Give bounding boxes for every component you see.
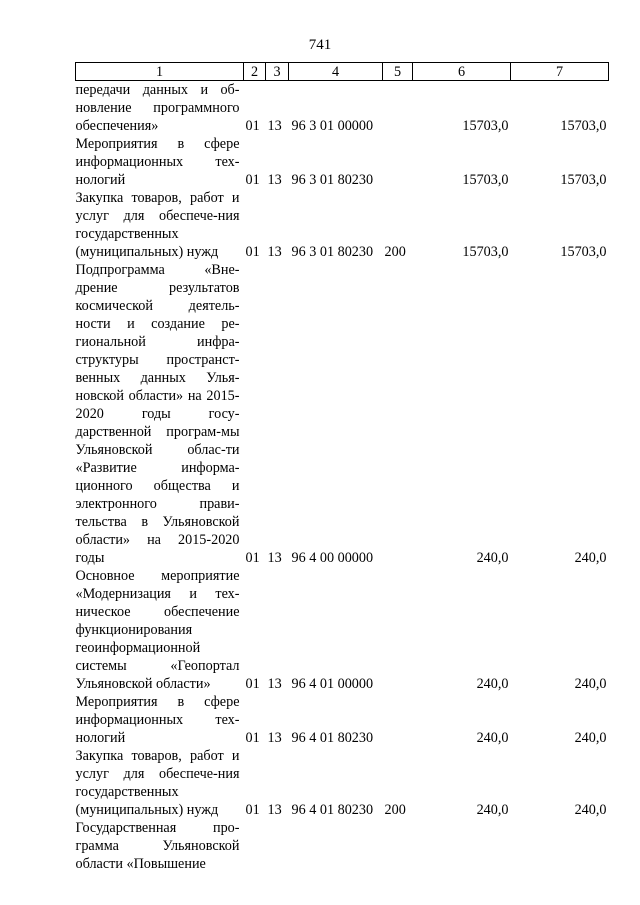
row-csr: 96 4 01 80230: [291, 730, 374, 746]
table-header: [76, 63, 609, 81]
row-name: Подпрограмма «Вне-дрение результатов космической деятель-ности и создание ре-гиональной инфра-структуры пространст-венных данных Улья-новской области» на 2015-2020 годы госу-дарственной програм-мы Ульяновской облас-ти «Развитие информа-ционного общества и электронного прави-тельства в Ульяновской области» на 2015-2020 годы: [75, 262, 240, 566]
row-vr: [383, 135, 413, 189]
row-rz: 01: [245, 550, 260, 566]
row-value-2: 15703,0: [560, 172, 607, 188]
row-value-1: [413, 819, 511, 873]
page-number: 741: [308, 37, 332, 53]
row-pr: 13: [267, 118, 282, 134]
budget-table: [75, 62, 609, 873]
row-csr: 96 3 01 80230: [291, 244, 374, 260]
row-value-1: 240,0: [476, 730, 509, 746]
row-pr: 13: [267, 172, 282, 188]
row-csr: [289, 819, 383, 873]
header-row: [76, 63, 609, 81]
table-row: [76, 189, 609, 261]
row-csr: 96 3 01 80230: [291, 172, 374, 188]
row-value-1: 15703,0: [462, 244, 509, 260]
header-col-6: 6: [413, 63, 511, 81]
row-rz: 01: [245, 676, 260, 692]
row-name: Государственная про-грамма Ульяновской области «Повышение: [75, 820, 240, 872]
row-value-2: 240,0: [574, 550, 607, 566]
row-value-2: 15703,0: [560, 244, 607, 260]
header-col-5: 5: [383, 63, 413, 81]
table-row: [76, 81, 609, 136]
row-vr: 200: [384, 802, 406, 818]
table-row: [76, 693, 609, 747]
row-name: Мероприятия в сфере информационных тех-нологий: [75, 694, 240, 746]
row-pr: 13: [267, 550, 282, 566]
row-vr: [383, 819, 413, 873]
table-row: [76, 819, 609, 873]
header-col-4: 4: [289, 63, 383, 81]
header-col-1: 1: [76, 63, 244, 81]
row-pr: 13: [267, 730, 282, 746]
row-rz: 01: [245, 118, 260, 134]
row-rz: 01: [245, 244, 260, 260]
row-vr: [383, 567, 413, 693]
row-pr: [266, 819, 289, 873]
row-csr: 96 4 01 80230: [291, 802, 374, 818]
row-csr: 96 3 01 00000: [291, 118, 374, 134]
table-row: [76, 567, 609, 693]
row-csr: 96 4 00 00000: [291, 550, 374, 566]
row-name: Закупка товаров, работ и услуг для обеспече-ния государственных (муниципальных) нужд: [75, 190, 240, 260]
row-value-2: [511, 819, 609, 873]
row-value-2: 240,0: [574, 730, 607, 746]
table-row: [76, 747, 609, 819]
header-col-7: 7: [511, 63, 609, 81]
row-vr: [383, 261, 413, 567]
row-name: Основное мероприятие «Модернизация и тех-ническое обеспечение функционирования геоинформационной системы «Геопортал Ульяновской области»: [75, 568, 240, 692]
row-value-1: 15703,0: [462, 172, 509, 188]
row-name: Мероприятия в сфере информационных тех-нологий: [75, 136, 240, 188]
row-vr: 200: [384, 244, 406, 260]
row-pr: 13: [267, 244, 282, 260]
row-rz: 01: [245, 802, 260, 818]
row-vr: [383, 693, 413, 747]
table-row: [76, 135, 609, 189]
header-col-2: 2: [244, 63, 266, 81]
row-vr: [383, 81, 413, 136]
row-rz: 01: [245, 172, 260, 188]
row-value-2: 15703,0: [560, 118, 607, 134]
row-pr: 13: [267, 802, 282, 818]
row-rz: [244, 819, 266, 873]
table-body: [76, 81, 609, 874]
row-name: Закупка товаров, работ и услуг для обеспече-ния государственных (муниципальных) нужд: [75, 748, 240, 818]
row-name: передачи данных и об-новление программного обеспечения»: [75, 82, 240, 134]
row-csr: 96 4 01 00000: [291, 676, 374, 692]
row-value-1: 240,0: [476, 676, 509, 692]
row-value-2: 240,0: [574, 676, 607, 692]
row-value-1: 15703,0: [462, 118, 509, 134]
row-value-2: 240,0: [574, 802, 607, 818]
row-value-1: 240,0: [476, 802, 509, 818]
row-value-1: 240,0: [476, 550, 509, 566]
row-rz: 01: [245, 730, 260, 746]
header-col-3: 3: [266, 63, 289, 81]
table-row: [76, 261, 609, 567]
row-pr: 13: [267, 676, 282, 692]
